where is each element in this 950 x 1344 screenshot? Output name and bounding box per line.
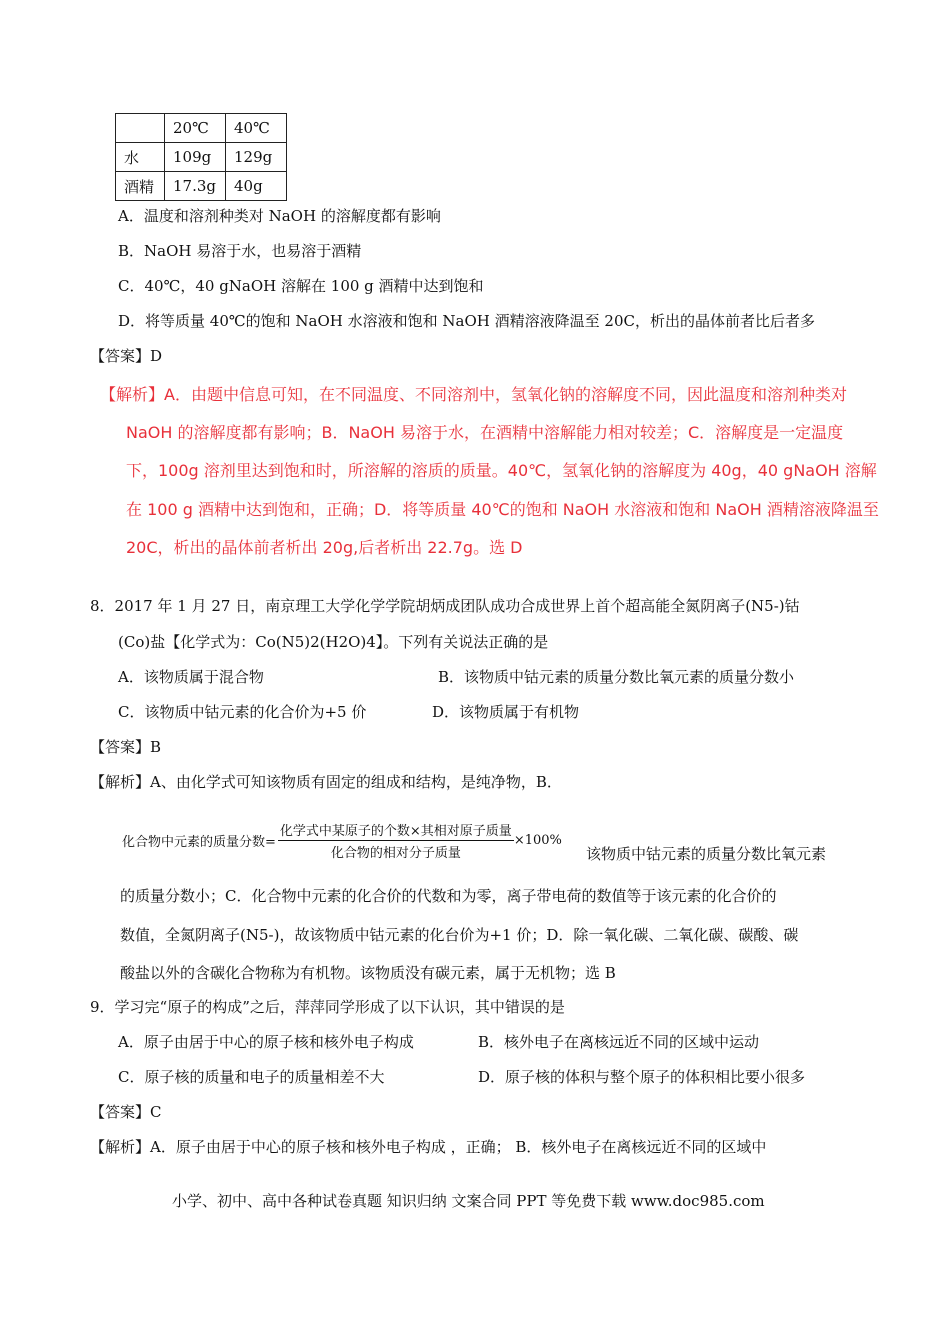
q7-analysis-line: 下，100g 溶剂里达到饱和时，所溶解的溶质的质量。40℃，氢氧化钠的溶解度为 40g，40 gNaOH 溶解 [126, 461, 877, 480]
table-cell: 17.3g [165, 172, 226, 201]
q8-option-b: B．该物质中钴元素的质量分数比氧元素的质量分数小 [438, 668, 795, 686]
q8-analysis-line: 该物质中钴元素的质量分数比氧元素 [586, 845, 827, 863]
q7-analysis-line: 在 100 g 酒精中达到饱和，正确；D．将等质量 40℃的饱和 NaOH 水溶液和饱和 NaOH 酒精溶液降温至 [126, 500, 879, 519]
q9-stem: 9．学习完“原子的构成”之后，萍萍同学形成了以下认识，其中错误的是 [90, 998, 565, 1016]
q7-answer: 【答案】D [90, 347, 163, 365]
q8-analysis-line: 的质量分数小；C．化合物中元素的化合价的代数和为零，离子带电荷的数值等于该元素的化合价的 [120, 887, 777, 905]
table-row [116, 143, 287, 172]
formula-denominator: 化合物的相对分子质量 [330, 846, 461, 861]
formula-lhs: 化合物中元素的质量分数= [122, 835, 276, 850]
q9-option-c: C．原子核的质量和电子的质量相差不大 [118, 1068, 385, 1086]
q8-option-c: C．该物质中钴元素的化合价为+5 价 [118, 703, 367, 721]
table-cell: 129g [226, 143, 287, 172]
q7-option-a: A．温度和溶剂种类对 NaOH 的溶解度都有影响 [118, 207, 441, 225]
table-cell: 20℃ [165, 114, 226, 143]
q7-option-c: C．40℃，40 gNaOH 溶解在 100 g 酒精中达到饱和 [118, 277, 484, 295]
q8-option-a: A．该物质属于混合物 [118, 668, 264, 686]
q8-analysis-line: 【解析】A、由化学式可知该物质有固定的组成和结构，是纯净物，B． [90, 773, 562, 791]
q9-option-a: A．原子由居于中心的原子核和核外电子构成 [118, 1033, 414, 1051]
q8-analysis-line: 酸盐以外的含碳化合物称为有机物。该物质没有碳元素，属于无机物；选 B [120, 964, 616, 982]
q7-analysis-line: 【解析】A．由题中信息可知，在不同温度、不同溶剂中，氢氧化钠的溶解度不同，因此温度和溶剂种类对 [100, 385, 847, 404]
formula-fraction [278, 820, 514, 861]
q9-answer: 【答案】C [90, 1103, 162, 1121]
q8-answer: 【答案】B [90, 738, 162, 756]
table-cell [116, 114, 165, 143]
table-row [116, 172, 287, 201]
q7-analysis-line: 20C，析出的晶体前者析出 20g,后者析出 22.7g。选 D [126, 538, 523, 557]
q7-option-b: B．NaOH 易溶于水，也易溶于酒精 [118, 242, 362, 260]
table-cell: 40℃ [226, 114, 287, 143]
formula-rhs: ×100% [513, 833, 562, 848]
q8-stem-line: 8．2017 年 1 月 27 日，南京理工大学化学学院胡炳成团队成功合成世界上首个超高能全氮阴离子(N5-)钴 [90, 597, 800, 615]
q8-analysis-line: 数值，全氮阴离子(N5-)，故该物质中钴元素的化台价为+1 价；D．除一氧化碳、二氧化碳、碳酸、碳 [120, 926, 799, 944]
table-cell: 40g [226, 172, 287, 201]
solubility-table [115, 113, 287, 201]
table-cell: 109g [165, 143, 226, 172]
page-footer: 小学、初中、高中各种试卷真题 知识归纳 文案合同 PPT 等免费下载 www.doc985.com [172, 1192, 765, 1210]
table-header-row [116, 114, 287, 143]
q7-analysis-line: NaOH 的溶解度都有影响；B．NaOH 易溶于水，在酒精中溶解能力相对较差；C．溶解度是一定温度 [126, 423, 844, 442]
q9-analysis-line: 【解析】A．原子由居于中心的原子核和核外电子构成 ，正确； B．核外电子在离核远近不同的区域中 [90, 1138, 767, 1156]
q8-option-d: D．该物质属于有机物 [432, 703, 580, 721]
q8-stem-line: (Co)盐【化学式为：Co(N5)2(H2O)4】。下列有关说法正确的是 [118, 633, 549, 651]
mass-fraction-formula [122, 820, 562, 861]
formula-numerator: 化学式中某原子的个数×其相对原子质量 [278, 820, 514, 841]
q9-option-d: D．原子核的体积与整个原子的体积相比要小很多 [478, 1068, 806, 1086]
table-cell: 酒精 [116, 172, 165, 201]
table-cell: 水 [116, 143, 165, 172]
q9-option-b: B．核外电子在离核远近不同的区域中运动 [478, 1033, 760, 1051]
q7-option-d: D．将等质量 40℃的饱和 NaOH 水溶液和饱和 NaOH 酒精溶液降温至 20C，析出的晶体前者比后者多 [118, 312, 815, 330]
